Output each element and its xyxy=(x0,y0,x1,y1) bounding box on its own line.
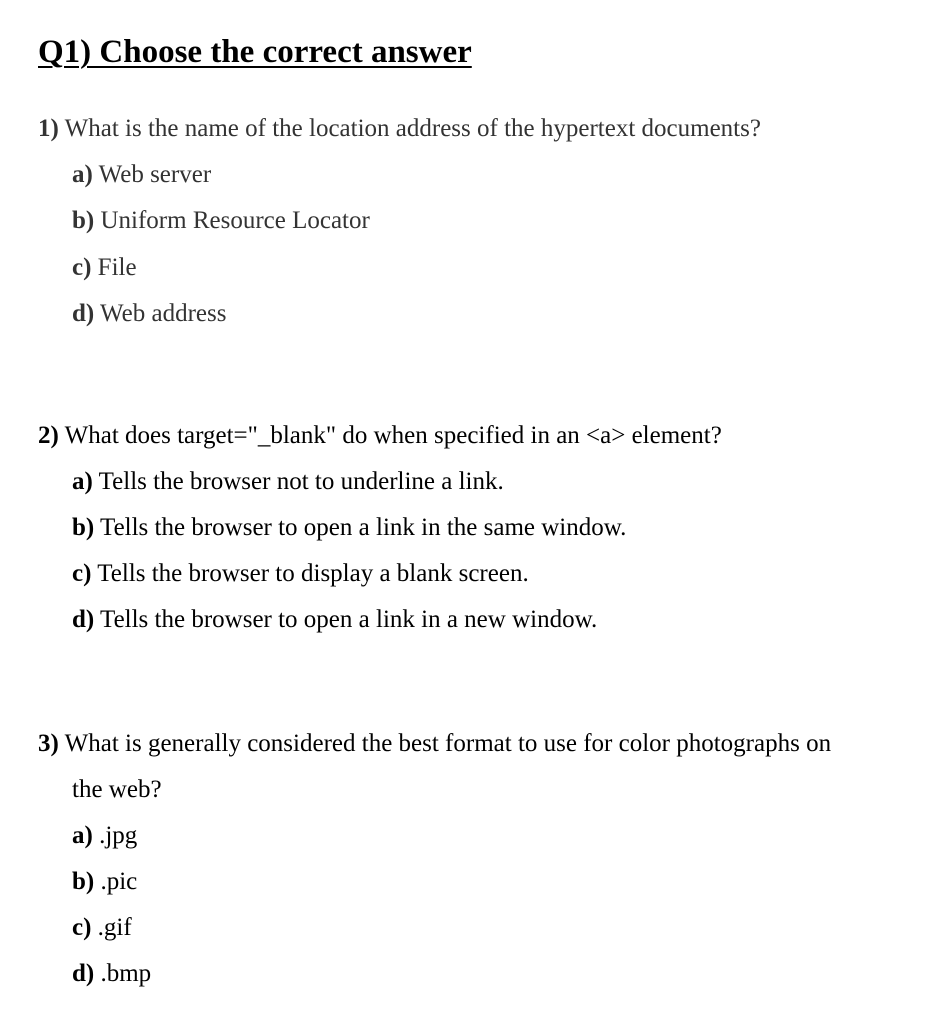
question-number: 2) xyxy=(38,422,59,449)
option-a xyxy=(72,159,211,191)
option-d xyxy=(72,604,597,636)
option-letter: a) xyxy=(72,468,93,495)
question-number: 3) xyxy=(38,730,59,757)
option-d xyxy=(72,298,226,330)
page-title: Q1) Choose the correct answer xyxy=(38,34,472,70)
question-text: What is generally considered the best format to use for color photographs on xyxy=(64,730,832,757)
option-text: .jpg xyxy=(99,822,138,849)
option-letter: b) xyxy=(72,514,95,541)
option-d xyxy=(72,958,151,990)
option-text: Tells the browser to open a link in the same window. xyxy=(100,514,627,541)
option-text: Web server xyxy=(98,161,212,188)
question-text: What is the name of the location address of the hypertext documents? xyxy=(64,115,761,142)
option-letter: b) xyxy=(72,868,95,895)
option-text: .pic xyxy=(100,868,138,895)
option-text: Tells the browser to display a blank screen. xyxy=(97,560,529,587)
option-letter: c) xyxy=(72,560,92,587)
option-c xyxy=(72,912,132,944)
option-text: .gif xyxy=(97,914,132,941)
option-letter: d) xyxy=(72,606,95,633)
option-letter: a) xyxy=(72,161,93,188)
option-letter: d) xyxy=(72,300,95,327)
question-2-line xyxy=(38,420,722,452)
option-a xyxy=(72,466,504,498)
option-letter: d) xyxy=(72,960,95,987)
option-text: File xyxy=(97,254,137,281)
option-text: Uniform Resource Locator xyxy=(100,207,370,234)
option-letter: a) xyxy=(72,822,93,849)
question-1-line xyxy=(38,113,761,145)
question-number: 1) xyxy=(38,115,59,142)
option-letter: c) xyxy=(72,914,92,941)
option-c xyxy=(72,558,529,590)
option-b xyxy=(72,205,370,237)
option-text: Tells the browser to open a link in a new window. xyxy=(100,606,598,633)
option-text: .bmp xyxy=(100,960,152,987)
option-letter: b) xyxy=(72,207,95,234)
option-text: Tells the browser not to underline a link. xyxy=(98,468,504,495)
option-a xyxy=(72,820,137,852)
option-b xyxy=(72,866,137,898)
question-text-continued: the web? xyxy=(72,776,162,803)
option-letter: c) xyxy=(72,254,92,281)
option-text: Web address xyxy=(100,300,227,327)
option-c xyxy=(72,252,137,284)
option-b xyxy=(72,512,626,544)
question-3-line-cont xyxy=(72,774,162,806)
question-text: What does target="_blank" do when specified in an <a> element? xyxy=(64,422,722,449)
question-3-line xyxy=(38,728,831,760)
